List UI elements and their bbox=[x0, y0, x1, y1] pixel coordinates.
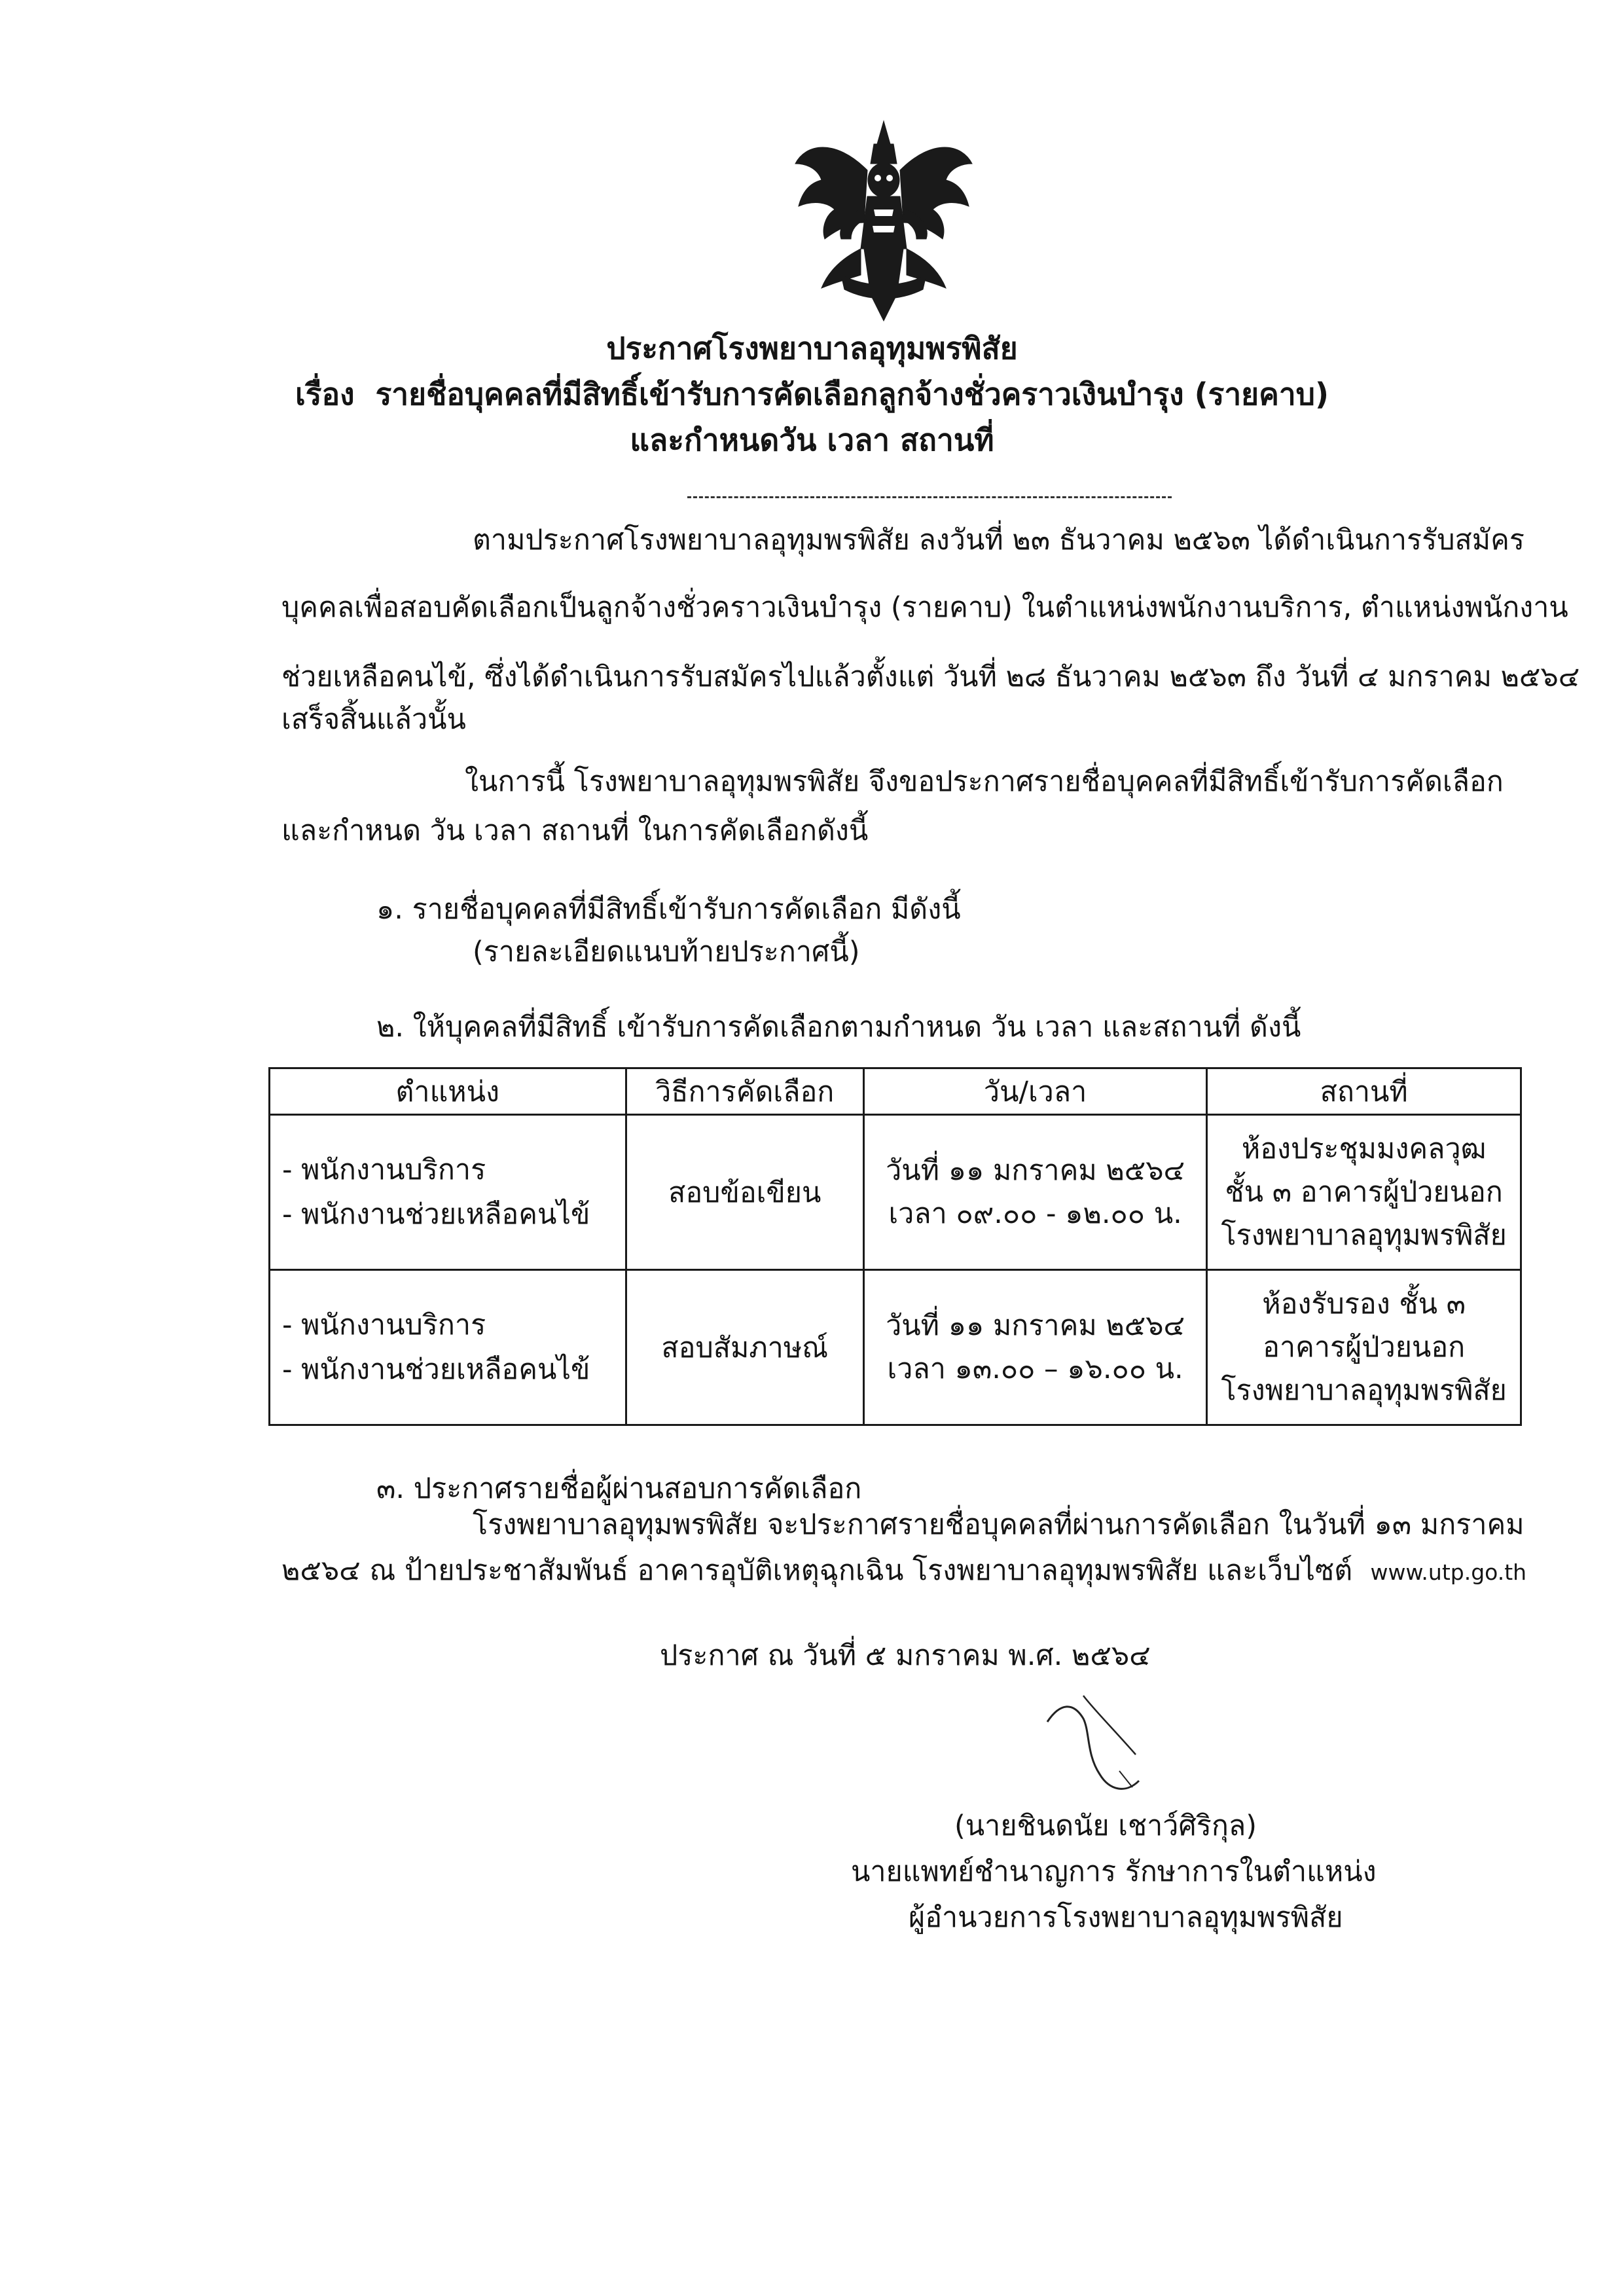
subject-label: เรื่อง bbox=[295, 376, 355, 412]
announce-date: ประกาศ ณ วันที่ ๕ มกราคม พ.ศ. ๒๕๖๔ bbox=[660, 1639, 1151, 1672]
intro-line-5: ในการนี้ โรงพยาบาลอุทุมพรพิสัย จึงขอประกาศรายชื่อบุคคลที่มีสิทธิ์เข้ารับการคัดเลือก bbox=[465, 765, 1504, 798]
intro-line-2: บุคคลเพื่อสอบคัดเลือกเป็นลูกจ้างชั่วคราวเงินบำรุง (รายคาบ) ในตำแหน่งพนักงานบริการ, ตำแหน่งพนักงาน bbox=[281, 591, 1568, 624]
place-line: ห้องประชุมมงคลวุฒ bbox=[1241, 1133, 1487, 1165]
signature-scribble bbox=[1021, 1683, 1191, 1813]
position-item: - พนักงานช่วยเหลือคนไข้ bbox=[282, 1198, 590, 1231]
intro-line-4: เสร็จสิ้นแล้วนั้น bbox=[281, 703, 466, 736]
time-text: เวลา ๐๙.๐๐ - ๑๒.๐๐ น. bbox=[888, 1197, 1182, 1230]
cell-positions bbox=[270, 1115, 626, 1270]
header-method: วิธีการคัดเลือก bbox=[626, 1068, 863, 1115]
cell-method: สอบสัมภาษณ์ bbox=[626, 1270, 863, 1425]
cell-positions bbox=[270, 1270, 626, 1425]
item-1-text: ๑. รายชื่อบุคคลที่มีสิทธิ์เข้ารับการคัดเลือก มีดังนี้ bbox=[376, 893, 961, 926]
position-item: - พนักงานบริการ bbox=[282, 1309, 486, 1341]
cell-method: สอบข้อเขียน bbox=[626, 1115, 863, 1270]
place-line: โรงพยาบาลอุทุมพรพิสัย bbox=[1221, 1374, 1507, 1407]
header-datetime: วัน/เวลา bbox=[863, 1068, 1206, 1115]
signer-position-2: ผู้อำนวยการโรงพยาบาลอุทุมพรพิสัย bbox=[909, 1901, 1343, 1934]
subject-line bbox=[0, 374, 1624, 414]
table-header-row bbox=[270, 1068, 1521, 1115]
intro-line-3: ช่วยเหลือคนไข้, ซึ่งได้ดำเนินการรับสมัครไปแล้วตั้งแต่ วันที่ ๒๘ ธันวาคม ๒๕๖๓ ถึง วันที่ ๔ มกราคม ๒๕๖๔ bbox=[281, 661, 1580, 693]
place-line: อาคารผู้ป่วยนอก bbox=[1263, 1331, 1466, 1364]
subject-text: รายชื่อบุคคลที่มีสิทธิ์เข้ารับการคัดเลือกลูกจ้างชั่วคราวเงินบำรุง (รายคาบ) bbox=[375, 376, 1329, 412]
item-3-line-2-text: ๒๕๖๔ ณ ป้ายประชาสัมพันธ์ อาคารอุบัติเหตุฉุกเฉิน โรงพยาบาลอุทุมพรพิสัย และเว็บไซต์ bbox=[281, 1554, 1353, 1587]
place-line: โรงพยาบาลอุทุมพรพิสัย bbox=[1221, 1219, 1507, 1252]
date-text: วันที่ ๑๑ มกราคม ๒๕๖๔ bbox=[886, 1154, 1185, 1187]
cell-datetime bbox=[863, 1115, 1206, 1270]
position-item: - พนักงานบริการ bbox=[282, 1154, 486, 1186]
item-3-line-1: โรงพยาบาลอุทุมพรพิสัย จะประกาศรายชื่อบุคคลที่ผ่านการคัดเลือก ในวันที่ ๑๓ มกราคม bbox=[473, 1508, 1525, 1541]
place-line: ชั้น ๓ อาคารผู้ป่วยนอก bbox=[1225, 1176, 1503, 1209]
signer-name: (นายชินดนัย เชาว์ศิริกุล) bbox=[954, 1810, 1257, 1842]
cell-datetime bbox=[863, 1270, 1206, 1425]
item-3-text: ๓. ประกาศรายชื่อผู้ผ่านสอบการคัดเลือก bbox=[376, 1472, 862, 1505]
garuda-emblem bbox=[789, 118, 979, 324]
intro-line-6: และกำหนด วัน เวลา สถานที่ ในการคัดเลือกดังนี้ bbox=[281, 814, 869, 847]
title-divider bbox=[687, 496, 1172, 498]
item-3-line-2 bbox=[281, 1552, 1526, 1592]
date-text: วันที่ ๑๑ มกราคม ๒๕๖๔ bbox=[886, 1309, 1185, 1342]
table-row bbox=[270, 1115, 1521, 1270]
header-position: ตำแหน่ง bbox=[270, 1068, 626, 1115]
website-url: www.utp.go.th bbox=[1370, 1559, 1527, 1585]
header-place: สถานที่ bbox=[1207, 1068, 1521, 1115]
title-line-3: และกำหนดวัน เวลา สถานที่ bbox=[630, 422, 994, 458]
intro-line-1: ตามประกาศโรงพยาบาลอุทุมพรพิสัย ลงวันที่ ๒๓ ธันวาคม ๒๕๖๓ ได้ดำเนินการรับสมัคร bbox=[473, 524, 1525, 556]
place-line: ห้องรับรอง ชั้น ๓ bbox=[1262, 1288, 1466, 1321]
item-2-text: ๒. ให้บุคคลที่มีสิทธิ์ เข้ารับการคัดเลือกตามกำหนด วัน เวลา และสถานที่ ดังนี้ bbox=[376, 1011, 1301, 1044]
title-line-1: ประกาศโรงพยาบาลอุทุมพรพิสัย bbox=[606, 331, 1018, 366]
schedule-table bbox=[268, 1067, 1522, 1426]
cell-place bbox=[1207, 1270, 1521, 1425]
item-1-note: (รายละเอียดแนบท้ายประกาศนี้) bbox=[473, 936, 860, 968]
position-item: - พนักงานช่วยเหลือคนไข้ bbox=[282, 1353, 590, 1386]
signer-position-1: นายแพทย์ชำนาญการ รักษาการในตำแหน่ง bbox=[851, 1855, 1377, 1888]
cell-place bbox=[1207, 1115, 1521, 1270]
time-text: เวลา ๑๓.๐๐ – ๑๖.๐๐ น. bbox=[887, 1353, 1183, 1385]
table-row bbox=[270, 1270, 1521, 1425]
